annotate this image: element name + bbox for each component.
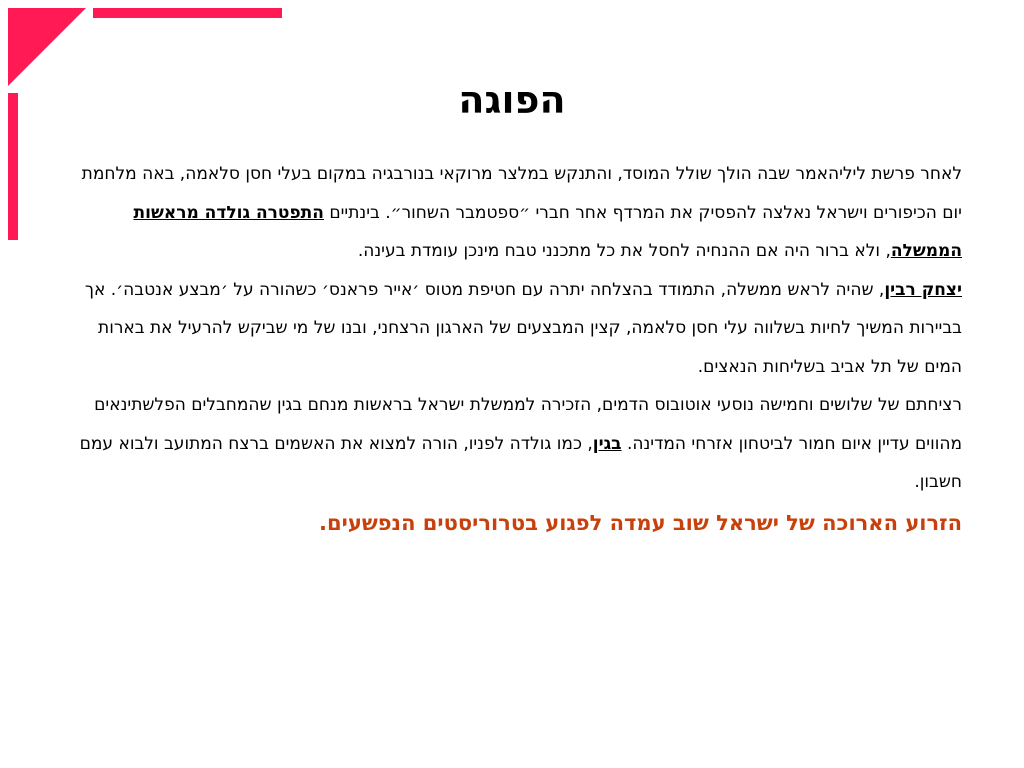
conclusion-line: הזרוע הארוכה של ישראל שוב עמדה לפגוע בטרוריסטים הנפשעים. — [319, 510, 962, 535]
rabin-name-emphasis: יצחק רבין — [884, 279, 962, 300]
decorative-top-bar — [93, 8, 282, 18]
paragraph-rabin-text: , שהיה לראש ממשלה, התמודד בהצלחה יתרה עם חטיפת מטוס ׳אייר פראנס׳ כשהורה על ׳מבצע אנטבה׳. אך בביירות המשיך לחיות בשלווה עלי חסן סלאמה, קצין המבצעים של הארגון הרצחני, ובנו של מי שביקש להרעיל את בארות המים של תל אביב בשליחות הנאצים. — [84, 279, 962, 377]
paragraph-begin-lead: רציחתם של שלושים וחמישה נוסעי אוטובוס הדמים, הזכירה לממשלת ישראל בראשות מנחם בגין שהמחבלים הפלשתינאים מהווים עדיין איום חמור לביטחון אזרחי המדינה. — [94, 395, 962, 454]
begin-name-emphasis: בגין — [592, 433, 622, 454]
paragraph-golda-tail: , ולא ברור היה אם ההנחיה לחסל את כל מתכנני טבח מינכן עומדת בעינה. — [357, 241, 891, 261]
paragraph-golda-lead: לאחר פרשת ליליהאמר שבה הולך שולל המוסד, והתנקש במלצר מרוקאי בנורבגיה במקום בעלי חסן סלאמה, באה מלחמת יום הכיפורים וישראל נאלצה להפסיק את המרדף אחר חברי ״ספטמבר השחור״. בינתיים — [81, 164, 962, 223]
slide-body — [60, 155, 962, 540]
slide-title: הפוגה — [458, 78, 566, 122]
paragraph-golda — [60, 155, 962, 271]
golda-resignation-emphasis: התפטרה גולדה מראשות הממשלה — [133, 202, 962, 261]
paragraph-begin — [60, 386, 962, 502]
paragraph-rabin — [60, 271, 962, 387]
paragraph-begin-tail: , כמו גולדה לפניו, הורה למצוא את האשמים ברצח המתועב ולבוא עמם חשבון. — [79, 433, 962, 492]
